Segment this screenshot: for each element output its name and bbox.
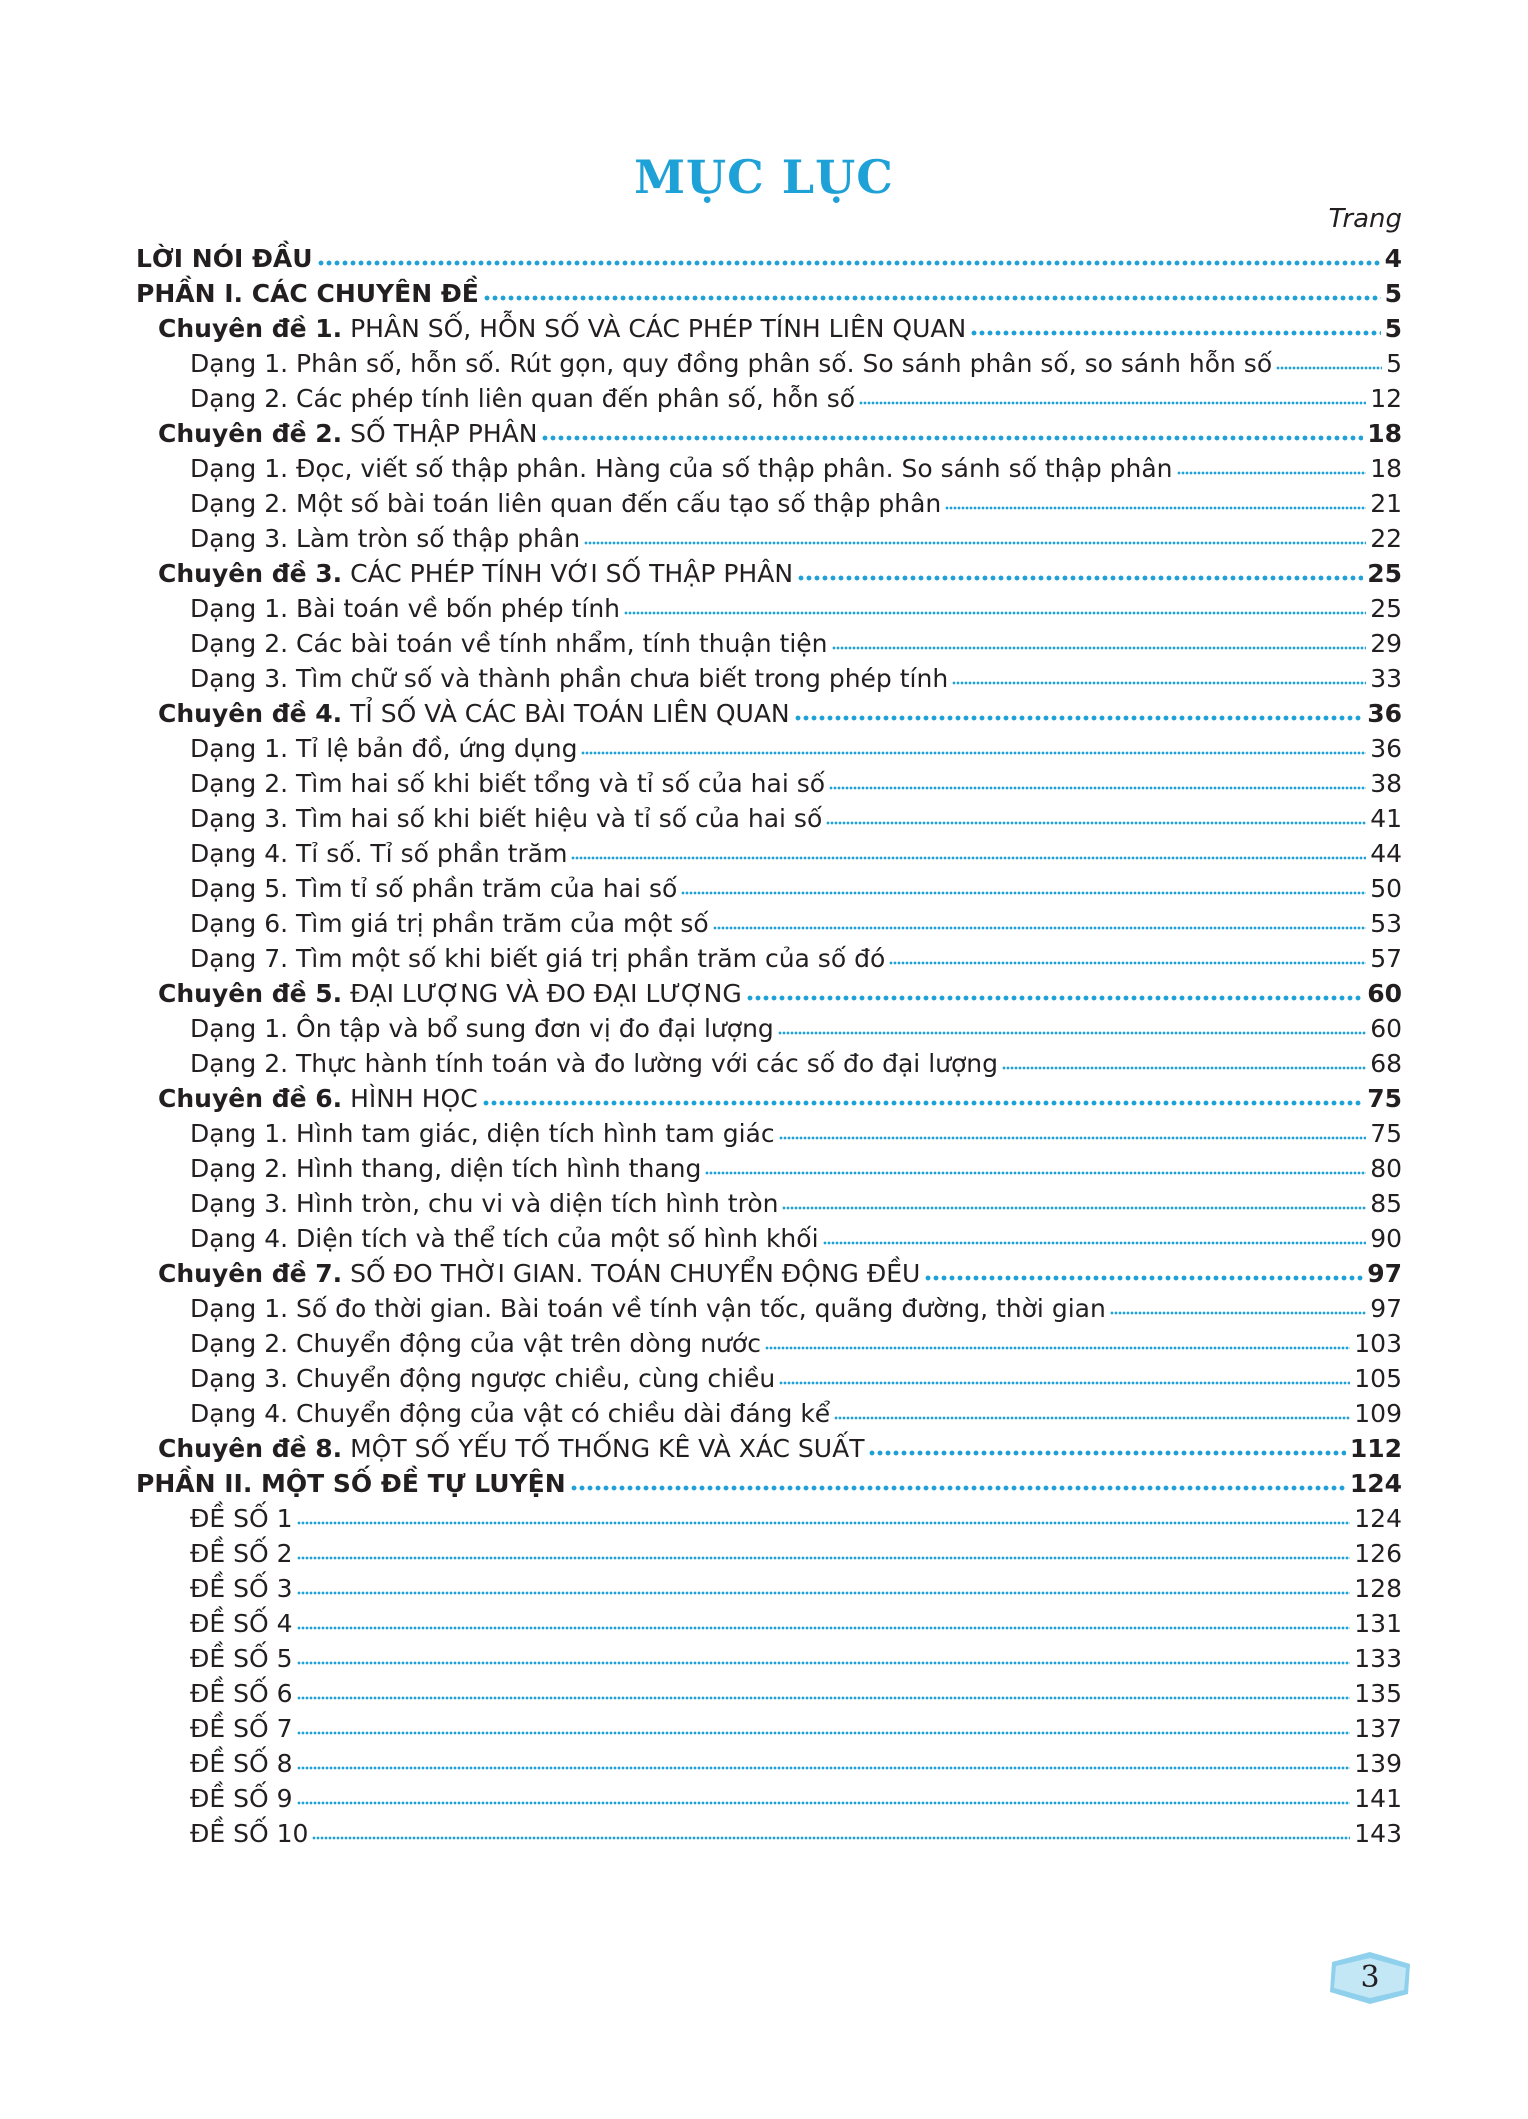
- toc-entry[interactable]: [136, 1081, 1402, 1116]
- toc-entry-number: Chuyên đề 7.: [158, 1259, 343, 1288]
- toc-entry-label: HÌNH HỌC: [350, 1084, 478, 1113]
- toc-entry[interactable]: [136, 1431, 1402, 1466]
- toc-entry-label: ĐỀ SỐ 9: [190, 1784, 293, 1813]
- dot-leader: [970, 329, 1380, 337]
- toc-entry-page: 33: [1370, 664, 1402, 693]
- toc-entry-page: 60: [1370, 1014, 1402, 1043]
- toc-entry-title: [190, 346, 1272, 381]
- toc-entry-page: 4: [1384, 244, 1402, 273]
- toc-entry-label: PHẦN I. CÁC CHUYÊN ĐỀ: [136, 279, 479, 308]
- toc-entry[interactable]: [136, 1536, 1402, 1571]
- toc-entry[interactable]: [136, 1501, 1402, 1536]
- toc-entry-page: 103: [1354, 1329, 1402, 1358]
- toc-entry-title: [190, 801, 822, 836]
- toc-entry[interactable]: [136, 801, 1402, 836]
- toc-entry[interactable]: [136, 1466, 1402, 1501]
- toc-entry-label: ĐỀ SỐ 7: [190, 1714, 293, 1743]
- toc-entry[interactable]: [136, 241, 1402, 276]
- dot-leader: [297, 1799, 1351, 1807]
- dot-leader: [681, 889, 1366, 897]
- toc-entry-title: [190, 871, 677, 906]
- toc-entry-label: Dạng 1. Đọc, viết số thập phân. Hàng của số thập phân. So sánh số thập phân: [190, 454, 1173, 483]
- toc-entry-label: Dạng 4. Diện tích và thể tích của một số hình khối: [190, 1224, 819, 1253]
- dot-leader: [778, 1029, 1366, 1037]
- toc-entry-label: Dạng 2. Thực hành tính toán và đo lường với các số đo đại lượng: [190, 1049, 998, 1078]
- toc-entry-label: Dạng 3. Tìm hai số khi biết hiệu và tỉ số của hai số: [190, 804, 823, 833]
- toc-entry-label: Dạng 1. Hình tam giác, diện tích hình tam giác: [190, 1119, 775, 1148]
- toc-entry-title: [190, 486, 941, 521]
- toc-entry-title: [158, 976, 742, 1011]
- toc-entry[interactable]: [136, 1011, 1402, 1046]
- dot-leader: [765, 1344, 1350, 1352]
- toc-entry-page: 5: [1384, 314, 1402, 343]
- toc-entry-label: Dạng 5. Tìm tỉ số phần trăm của hai số: [190, 874, 678, 903]
- toc-entry-label: Dạng 3. Làm tròn số thập phân: [190, 524, 581, 553]
- dot-leader: [541, 434, 1363, 442]
- toc-entry-title: [158, 1081, 478, 1116]
- toc-entry-page: 109: [1354, 1399, 1402, 1428]
- toc-entry-title: [190, 1641, 293, 1676]
- dot-leader: [779, 1134, 1367, 1142]
- toc-entry-title: [190, 941, 885, 976]
- toc-entry-label: Dạng 1. Phân số, hỗn số. Rút gọn, quy đồng phân số. So sánh phân số, so sánh hỗn số: [190, 349, 1273, 378]
- toc-entry-number: Chuyên đề 4.: [158, 699, 343, 728]
- toc-entry[interactable]: [136, 1256, 1402, 1291]
- toc-entry[interactable]: [136, 451, 1402, 486]
- toc-entry-number: Chuyên đề 3.: [158, 559, 343, 588]
- dot-leader: [945, 504, 1366, 512]
- table-of-contents: [136, 241, 1402, 1851]
- dot-leader: [624, 609, 1366, 617]
- toc-entry[interactable]: [136, 1046, 1402, 1081]
- dot-leader: [297, 1659, 1351, 1667]
- toc-entry[interactable]: [136, 1816, 1402, 1851]
- toc-entry-page: 25: [1367, 559, 1402, 588]
- toc-entry-page: 97: [1370, 1294, 1402, 1323]
- toc-entry[interactable]: [136, 836, 1402, 871]
- toc-entry[interactable]: [136, 976, 1402, 1011]
- toc-entry-page: 5: [1386, 349, 1402, 378]
- toc-entry-page: 21: [1370, 489, 1402, 518]
- toc-entry[interactable]: [136, 661, 1402, 696]
- toc-entry[interactable]: [136, 591, 1402, 626]
- toc-entry-label: ĐỀ SỐ 3: [190, 1574, 293, 1603]
- toc-entry-title: [158, 696, 790, 731]
- toc-entry-page: 124: [1349, 1469, 1402, 1498]
- toc-entry-title: [190, 1711, 293, 1746]
- dot-leader: [779, 1379, 1350, 1387]
- dot-leader: [797, 574, 1363, 582]
- toc-entry-title: [190, 1781, 293, 1816]
- toc-entry-label: ĐỀ SỐ 10: [190, 1819, 309, 1848]
- toc-entry-page: 18: [1367, 419, 1402, 448]
- toc-entry-title: [136, 276, 479, 311]
- toc-entry[interactable]: [136, 556, 1402, 591]
- toc-entry-title: [190, 521, 580, 556]
- toc-entry[interactable]: [136, 416, 1402, 451]
- toc-entry-title: [190, 1606, 293, 1641]
- toc-entry-number: Chuyên đề 8.: [158, 1434, 343, 1463]
- toc-entry[interactable]: [136, 381, 1402, 416]
- dot-leader: [297, 1729, 1351, 1737]
- toc-entry-title: [190, 906, 709, 941]
- toc-entry-label: Dạng 1. Ôn tập và bổ sung đơn vị đo đại lượng: [190, 1014, 774, 1043]
- dot-leader: [297, 1764, 1351, 1772]
- toc-entry[interactable]: [136, 1151, 1402, 1186]
- toc-entry-label: Dạng 4. Tỉ số. Tỉ số phần trăm: [190, 839, 568, 868]
- toc-entry[interactable]: [136, 1396, 1402, 1431]
- toc-entry-label: CÁC PHÉP TÍNH VỚI SỐ THẬP PHÂN: [350, 559, 794, 588]
- toc-entry-title: [190, 451, 1173, 486]
- toc-entry-page: 105: [1354, 1364, 1402, 1393]
- toc-entry-label: PHẦN II. MỘT SỐ ĐỀ TỰ LUYỆN: [136, 1469, 566, 1498]
- dot-leader: [297, 1519, 1351, 1527]
- toc-entry-title: [190, 766, 825, 801]
- toc-entry-label: LỜI NÓI ĐẦU: [136, 244, 313, 273]
- toc-entry-page: 60: [1367, 979, 1402, 1008]
- dot-leader: [889, 959, 1366, 967]
- toc-entry-page: 80: [1370, 1154, 1402, 1183]
- toc-entry-label: MỘT SỐ YẾU TỐ THỐNG KÊ VÀ XÁC SUẤT: [350, 1434, 865, 1463]
- toc-entry-label: Dạng 2. Tìm hai số khi biết tổng và tỉ số của hai số: [190, 769, 826, 798]
- toc-entry-page: 38: [1370, 769, 1402, 798]
- toc-entry[interactable]: [136, 1116, 1402, 1151]
- toc-entry-title: [190, 1151, 701, 1186]
- toc-entry-title: [158, 556, 793, 591]
- toc-entry-title: [190, 1746, 293, 1781]
- toc-entry-title: [158, 1431, 864, 1466]
- toc-entry-title: [190, 661, 948, 696]
- toc-entry-label: SỐ ĐO THỜI GIAN. TOÁN CHUYỂN ĐỘNG ĐỀU: [350, 1259, 921, 1288]
- dot-leader: [746, 994, 1363, 1002]
- toc-entry-label: Dạng 7. Tìm một số khi biết giá trị phần trăm của số đó: [190, 944, 886, 973]
- dot-leader: [1177, 469, 1367, 477]
- toc-entry-label: ĐỀ SỐ 4: [190, 1609, 293, 1638]
- toc-entry-page: 137: [1354, 1714, 1402, 1743]
- page-title: MỤC LỤC: [634, 150, 894, 204]
- dot-leader: [297, 1554, 1351, 1562]
- toc-entry[interactable]: [136, 1221, 1402, 1256]
- toc-entry-page: 53: [1370, 909, 1402, 938]
- toc-entry-page: 41: [1370, 804, 1402, 833]
- toc-entry-page: 124: [1354, 1504, 1402, 1533]
- toc-entry-title: [136, 1466, 566, 1501]
- page-number: 3: [1360, 1960, 1380, 1995]
- toc-entry-label: ĐỀ SỐ 8: [190, 1749, 293, 1778]
- dot-leader: [1276, 364, 1382, 372]
- dot-leader: [1002, 1064, 1366, 1072]
- toc-entry-page: 75: [1370, 1119, 1402, 1148]
- toc-entry[interactable]: [136, 1711, 1402, 1746]
- toc-entry-label: Dạng 2. Một số bài toán liên quan đến cấu tạo số thập phân: [190, 489, 942, 518]
- toc-entry[interactable]: [136, 731, 1402, 766]
- dot-leader: [952, 679, 1366, 687]
- toc-entry-label: Dạng 3. Hình tròn, chu vi và diện tích hình tròn: [190, 1189, 779, 1218]
- toc-entry-label: ĐẠI LƯỢNG VÀ ĐO ĐẠI LƯỢNG: [350, 979, 742, 1008]
- toc-entry-label: Dạng 2. Chuyển động của vật trên dòng nước: [190, 1329, 761, 1358]
- toc-entry-label: SỐ THẬP PHÂN: [350, 419, 538, 448]
- toc-entry-page: 57: [1370, 944, 1402, 973]
- toc-entry-title: [158, 1256, 920, 1291]
- toc-entry-page: 90: [1370, 1224, 1402, 1253]
- toc-entry[interactable]: [136, 1326, 1402, 1361]
- toc-entry-page: 12: [1370, 384, 1402, 413]
- toc-entry-title: [190, 1536, 293, 1571]
- toc-entry-page: 68: [1370, 1049, 1402, 1078]
- toc-entry[interactable]: [136, 871, 1402, 906]
- dot-leader: [317, 259, 1381, 267]
- dot-leader: [794, 714, 1364, 722]
- toc-entry[interactable]: [136, 1186, 1402, 1221]
- toc-entry-page: 18: [1370, 454, 1402, 483]
- toc-entry[interactable]: [136, 346, 1402, 381]
- toc-entry[interactable]: [136, 626, 1402, 661]
- toc-entry-title: [136, 241, 313, 276]
- toc-entry-title: [190, 1501, 293, 1536]
- toc-entry-number: Chuyên đề 5.: [158, 979, 343, 1008]
- toc-entry-page: 36: [1370, 734, 1402, 763]
- toc-entry-label: PHÂN SỐ, HỖN SỐ VÀ CÁC PHÉP TÍNH LIÊN QUAN: [350, 314, 967, 343]
- dot-leader: [297, 1694, 1351, 1702]
- toc-entry-page: 29: [1370, 629, 1402, 658]
- toc-entry[interactable]: [136, 1781, 1402, 1816]
- toc-entry-page: 75: [1367, 1084, 1402, 1113]
- toc-entry[interactable]: [136, 1606, 1402, 1641]
- toc-entry-label: Dạng 1. Số đo thời gian. Bài toán về tính vận tốc, quãng đường, thời gian: [190, 1294, 1106, 1323]
- toc-entry[interactable]: [136, 486, 1402, 521]
- toc-entry[interactable]: [136, 1746, 1402, 1781]
- toc-entry[interactable]: [136, 766, 1402, 801]
- toc-entry-page: 44: [1370, 839, 1402, 868]
- dot-leader: [705, 1169, 1366, 1177]
- dot-leader: [834, 1414, 1350, 1422]
- toc-entry-label: Dạng 2. Hình thang, diện tích hình thang: [190, 1154, 702, 1183]
- dot-leader: [826, 819, 1366, 827]
- dot-leader: [581, 749, 1366, 757]
- toc-entry[interactable]: [136, 1676, 1402, 1711]
- toc-entry-title: [158, 311, 966, 346]
- toc-entry-label: Dạng 3. Tìm chữ số và thành phần chưa biết trong phép tính: [190, 664, 949, 693]
- toc-entry-title: [190, 1011, 774, 1046]
- toc-entry-page: 22: [1370, 524, 1402, 553]
- dot-leader: [570, 1484, 1346, 1492]
- page-column-label: Trang: [1328, 204, 1402, 234]
- toc-entry-title: [190, 1221, 819, 1256]
- toc-entry-title: [190, 731, 577, 766]
- toc-entry-page: 112: [1349, 1434, 1402, 1463]
- toc-entry[interactable]: [136, 1361, 1402, 1396]
- dot-leader: [868, 1449, 1345, 1457]
- dot-leader: [297, 1624, 1351, 1632]
- toc-entry-page: 97: [1367, 1259, 1402, 1288]
- dot-leader: [483, 294, 1381, 302]
- toc-entry-title: [190, 626, 828, 661]
- toc-entry-page: 36: [1367, 699, 1402, 728]
- toc-entry-title: [190, 1186, 778, 1221]
- toc-entry-label: Dạng 2. Các bài toán về tính nhẩm, tính thuận tiện: [190, 629, 828, 658]
- toc-entry-label: Dạng 3. Chuyển động ngược chiều, cùng chiều: [190, 1364, 776, 1393]
- dot-leader: [859, 399, 1366, 407]
- toc-entry[interactable]: [136, 941, 1402, 976]
- toc-entry-label: ĐỀ SỐ 5: [190, 1644, 293, 1673]
- dot-leader: [782, 1204, 1366, 1212]
- toc-entry-number: Chuyên đề 2.: [158, 419, 343, 448]
- toc-entry-title: [190, 1046, 998, 1081]
- dot-leader: [297, 1589, 1351, 1597]
- dot-leader: [829, 784, 1366, 792]
- toc-entry-page: 143: [1354, 1819, 1402, 1848]
- toc-entry[interactable]: [136, 906, 1402, 941]
- toc-entry-label: ĐỀ SỐ 2: [190, 1539, 293, 1568]
- toc-entry-title: [190, 381, 855, 416]
- dot-leader: [584, 539, 1366, 547]
- toc-entry-page: 135: [1354, 1679, 1402, 1708]
- toc-entry-title: [190, 1326, 761, 1361]
- toc-entry-title: [190, 836, 567, 871]
- dot-leader: [832, 644, 1367, 652]
- toc-entry-title: [158, 416, 537, 451]
- toc-entry-page: 85: [1370, 1189, 1402, 1218]
- toc-entry-title: [190, 1676, 293, 1711]
- toc-entry-label: Dạng 4. Chuyển động của vật có chiều dài đáng kể: [190, 1399, 831, 1428]
- toc-entry-label: ĐỀ SỐ 6: [190, 1679, 293, 1708]
- toc-entry[interactable]: [136, 1291, 1402, 1326]
- toc-entry-page: 128: [1354, 1574, 1402, 1603]
- toc-entry[interactable]: [136, 696, 1402, 731]
- dot-leader: [312, 1834, 1350, 1842]
- toc-entry-page: 5: [1384, 279, 1402, 308]
- toc-entry-page: 25: [1370, 594, 1402, 623]
- toc-entry-title: [190, 1816, 308, 1851]
- dot-leader: [482, 1099, 1364, 1107]
- toc-entry-page: 139: [1354, 1749, 1402, 1778]
- toc-entry-page: 133: [1354, 1644, 1402, 1673]
- toc-entry-title: [190, 1361, 775, 1396]
- toc-entry-title: [190, 1396, 830, 1431]
- toc-entry[interactable]: [136, 311, 1402, 346]
- dot-leader: [924, 1274, 1363, 1282]
- toc-entry[interactable]: [136, 276, 1402, 311]
- toc-entry-page: 141: [1354, 1784, 1402, 1813]
- toc-entry-label: Dạng 1. Bài toán về bốn phép tính: [190, 594, 621, 623]
- toc-entry-title: [190, 1291, 1106, 1326]
- toc-entry-label: TỈ SỐ VÀ CÁC BÀI TOÁN LIÊN QUAN: [350, 699, 790, 728]
- toc-entry-title: [190, 1571, 293, 1606]
- toc-entry-label: ĐỀ SỐ 1: [190, 1504, 293, 1533]
- dot-leader: [1110, 1309, 1366, 1317]
- toc-entry-label: Dạng 1. Tỉ lệ bản đồ, ứng dụng: [190, 734, 578, 763]
- toc-entry-page: 126: [1354, 1539, 1402, 1568]
- toc-entry-title: [190, 591, 620, 626]
- toc-entry-number: Chuyên đề 1.: [158, 314, 343, 343]
- toc-entry[interactable]: [136, 521, 1402, 556]
- toc-entry-page: 50: [1370, 874, 1402, 903]
- toc-entry-label: Dạng 2. Các phép tính liên quan đến phân số, hỗn số: [190, 384, 856, 413]
- toc-entry-label: Dạng 6. Tìm giá trị phần trăm của một số: [190, 909, 709, 938]
- dot-leader: [823, 1239, 1367, 1247]
- toc-entry-number: Chuyên đề 6.: [158, 1084, 343, 1113]
- toc-entry[interactable]: [136, 1641, 1402, 1676]
- dot-leader: [571, 854, 1366, 862]
- toc-entry[interactable]: [136, 1571, 1402, 1606]
- toc-entry-page: 131: [1354, 1609, 1402, 1638]
- toc-entry-title: [190, 1116, 775, 1151]
- dot-leader: [713, 924, 1366, 932]
